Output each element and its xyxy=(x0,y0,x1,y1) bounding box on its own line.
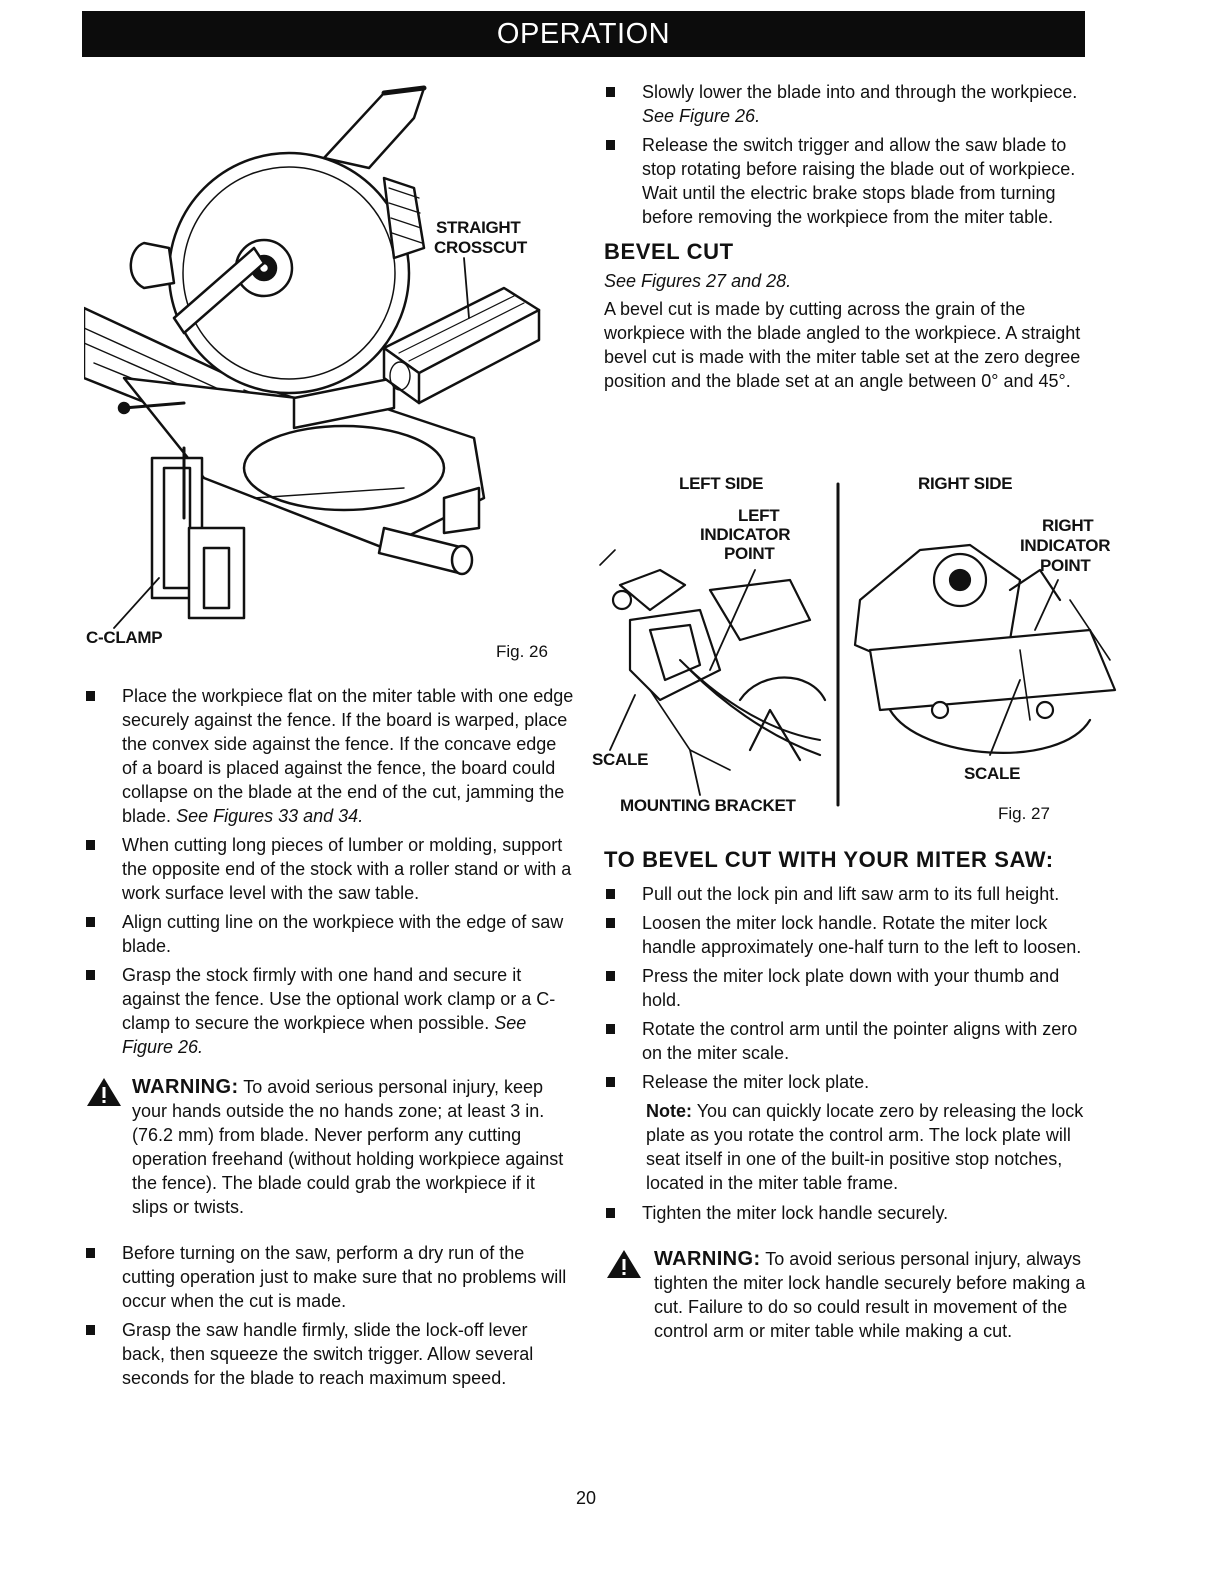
left-warning xyxy=(84,1075,574,1219)
bullet-icon xyxy=(86,691,95,701)
bullet-icon xyxy=(606,889,615,899)
label-scale-left: SCALE xyxy=(592,750,649,769)
bullet-icon xyxy=(86,917,95,927)
bevel-cut-title: BEVEL CUT xyxy=(604,239,734,264)
page-number: 20 xyxy=(576,1488,597,1508)
right-warning xyxy=(604,1247,1094,1343)
list-item: Place the workpiece flat on the miter table with one edge securely against the fence. If the board is warped, place the convex side against the fence. If the concave edge of a board is placed against the fence, the board could collapse on the blade at the end of the cut, jamming the blade. See Figures 33 and 34. xyxy=(84,684,574,828)
warning-icon xyxy=(86,1077,122,1107)
label-crosscut: CROSSCUT xyxy=(434,238,527,257)
fig27-caption: Fig. 27 xyxy=(998,804,1050,823)
label-left-indicator-1: LEFT xyxy=(738,506,780,525)
list-item: Rotate the control arm until the pointer aligns with zero on the miter scale. xyxy=(604,1017,1094,1065)
bevel-cut-subtitle: See Figures 27 and 28. xyxy=(604,271,792,291)
bullet-icon xyxy=(86,840,95,850)
howto-title: TO BEVEL CUT WITH YOUR MITER SAW: xyxy=(604,847,1054,872)
bullet-icon xyxy=(606,918,615,928)
label-straight: STRAIGHT xyxy=(436,218,521,237)
left-bullet-list xyxy=(84,684,574,1059)
label-mounting-bracket: MOUNTING BRACKET xyxy=(620,796,796,815)
howto-note xyxy=(604,1099,1094,1195)
list-item: Press the miter lock plate down with your thumb and hold. xyxy=(604,964,1094,1012)
list-item: Slowly lower the blade into and through the workpiece. See Figure 26. xyxy=(604,80,1089,128)
figure-27 xyxy=(590,470,1120,830)
note-label: Note: xyxy=(646,1101,692,1121)
right-column-bottom xyxy=(604,846,1094,1343)
warning-label: WARNING: xyxy=(132,1076,239,1098)
list-item: Release the switch trigger and allow the saw blade to stop rotating before raising the blade out of workpiece. Wait until the electric brake stops blade from turning before removing the workpiece from the miter table. xyxy=(604,133,1089,229)
warning-label: WARNING: xyxy=(654,1248,761,1270)
list-item: Pull out the lock pin and lift saw arm to its full height. xyxy=(604,882,1094,906)
label-right-indicator-3: POINT xyxy=(1040,556,1091,575)
list-item: Before turning on the saw, perform a dry run of the cutting operation just to make sure that no problems will occur when the cut is made. xyxy=(84,1241,574,1313)
left-column-text xyxy=(84,684,574,1395)
bullet-icon xyxy=(606,1024,615,1034)
label-left-indicator-3: POINT xyxy=(724,544,775,563)
bullet-icon xyxy=(606,140,615,150)
page-header: OPERATION xyxy=(82,11,1085,57)
bullet-icon xyxy=(606,971,615,981)
label-scale-right: SCALE xyxy=(964,764,1021,783)
label-c-clamp: C-CLAMP xyxy=(86,628,163,647)
bevel-cut-body: A bevel cut is made by cutting across the grain of the workpiece with the blade angled to the workpiece. A straight bevel cut is made with the miter table set at the zero degree position and the blade set at an angle between 0° and 45°. xyxy=(604,299,1081,391)
fig26-caption: Fig. 26 xyxy=(496,642,548,661)
label-left-side: LEFT SIDE xyxy=(679,474,764,493)
bullet-icon xyxy=(86,970,95,980)
bevel-cut-section xyxy=(604,239,1089,393)
note-text: You can quickly locate zero by releasing the lock plate as you rotate the control arm. The lock plate will seat itself in one of the built-in positive stop notches, located in the miter table frame. xyxy=(646,1101,1084,1193)
bullet-icon xyxy=(606,1077,615,1087)
list-item: Loosen the miter lock handle. Rotate the miter lock handle approximately one-half turn to the left to loosen. xyxy=(604,911,1094,959)
warning-text: To avoid serious personal injury, always tighten the miter lock handle securely before making a cut. Failure to do so could result in movement of the control arm or miter table while making a cut. xyxy=(654,1249,1086,1341)
warning-text: To avoid serious personal injury, keep your hands outside the no hands zone; at least 3 in. (76.2 mm) from blade. Never perform any cutting operation freehand (without holding workpiece against the fence). The blade could grab the workpiece if it slips or twists. xyxy=(132,1077,564,1217)
label-right-indicator-2: INDICATOR xyxy=(1020,536,1111,555)
warning-icon xyxy=(606,1249,642,1279)
bullet-icon xyxy=(86,1325,95,1335)
right-bullet-list-top xyxy=(604,80,1089,229)
figure-26 xyxy=(84,78,562,668)
bullet-icon xyxy=(86,1248,95,1258)
bullet-icon xyxy=(606,87,615,97)
right-column-top xyxy=(604,80,1089,393)
label-right-indicator-1: RIGHT xyxy=(1042,516,1094,535)
list-item: Tighten the miter lock handle securely. xyxy=(604,1201,1094,1225)
list-item: Release the miter lock plate. xyxy=(604,1070,1094,1094)
bevel-detail-illustration xyxy=(590,470,1120,830)
list-item: Grasp the stock firmly with one hand and secure it against the fence. Use the optional work clamp or a C-clamp to secure the workpiece when possible. See Figure 26. xyxy=(84,963,574,1059)
list-item: Align cutting line on the workpiece with the edge of saw blade. xyxy=(84,910,574,958)
howto-bullet-list-2 xyxy=(604,1201,1094,1225)
label-right-side: RIGHT SIDE xyxy=(918,474,1013,493)
label-left-indicator-2: INDICATOR xyxy=(700,525,791,544)
list-item: When cutting long pieces of lumber or molding, support the opposite end of the stock with a roller stand or with a work surface level with the saw table. xyxy=(84,833,574,905)
howto-bullet-list xyxy=(604,882,1094,1094)
list-item: Grasp the saw handle firmly, slide the lock-off lever back, then squeeze the switch trigger. Allow several seconds for the blade to reach maximum speed. xyxy=(84,1318,574,1390)
miter-saw-illustration xyxy=(84,78,562,638)
bullet-icon xyxy=(606,1208,615,1218)
left-bullet-list-2 xyxy=(84,1241,574,1390)
